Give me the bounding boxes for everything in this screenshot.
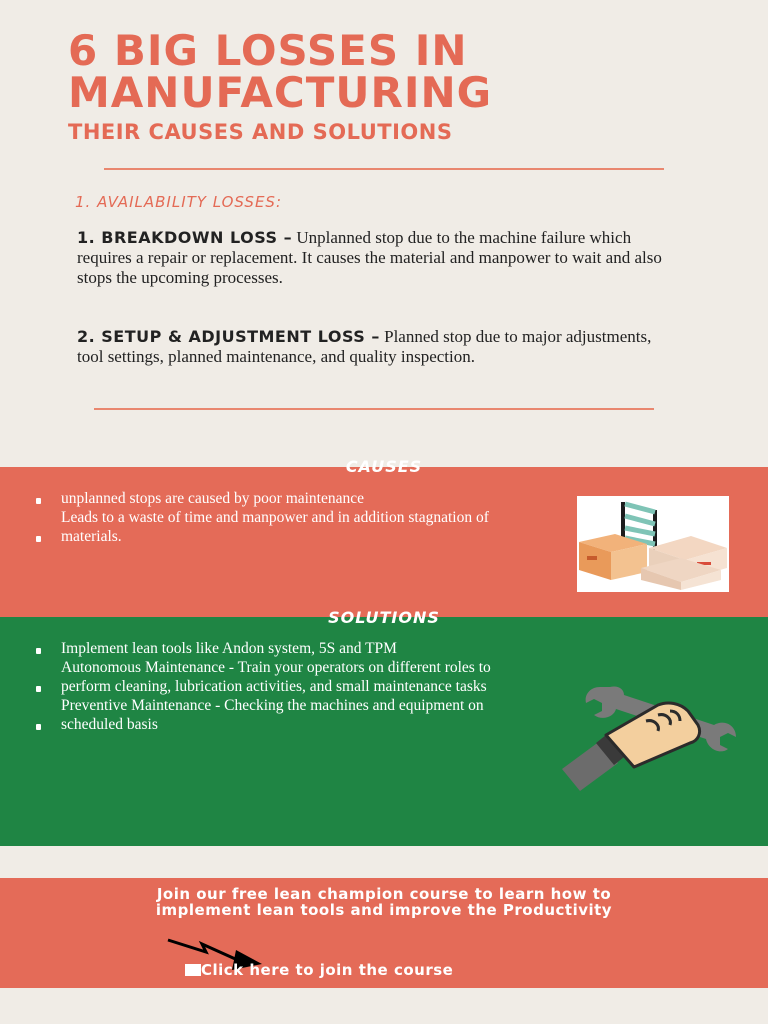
- join-course-label[interactable]: Click here to join the course: [201, 961, 454, 979]
- cta-line-1: Join our free lean champion course to learn how to: [156, 885, 612, 903]
- setup-loss-heading: 2. SETUP & ADJUSTMENT LOSS –: [77, 327, 380, 346]
- hand-wrench-icon: [560, 681, 740, 791]
- cta-band: [0, 878, 768, 988]
- bullet-icon: [36, 536, 41, 542]
- breakdown-loss-text: Unplanned stop due to the machine failure which requires a repair or replacement. It causes the material and manpower to wait and also stops the upcoming processes.: [77, 228, 662, 287]
- solutions-title: SOLUTIONS: [328, 608, 440, 627]
- list-item: Implement lean tools like Andon system, 5S and TPM: [36, 639, 516, 658]
- breakdown-loss-paragraph: [77, 228, 667, 288]
- page-title: [68, 26, 493, 117]
- list-item: unplanned stops are caused by poor maintenance: [36, 489, 516, 508]
- checkbox-icon: [185, 964, 201, 976]
- boxes-and-hand-truck-icon: [577, 496, 729, 592]
- causes-list: [36, 489, 516, 546]
- page-subtitle: THEIR CAUSES AND SOLUTIONS: [68, 120, 453, 144]
- cta-text: [0, 886, 768, 918]
- bullet-icon: [36, 724, 41, 730]
- causes-band: [0, 457, 768, 617]
- causes-title: CAUSES: [345, 457, 423, 476]
- title-line-1: 6 BIG LOSSES IN: [68, 26, 468, 75]
- divider-middle: [94, 408, 654, 410]
- list-item: Leads to a waste of time and manpower and in addition stagnation of materials.: [36, 508, 516, 546]
- cta-line-2: implement lean tools and improve the Productivity: [155, 901, 613, 919]
- divider-top: [104, 168, 664, 170]
- list-item: Autonomous Maintenance - Train your operators on different roles to perform cleaning, lubrication activities, and small maintenance tasks: [36, 658, 516, 696]
- bullet-icon: [36, 648, 41, 654]
- section-label-availability: 1. AVAILABILITY LOSSES:: [75, 193, 282, 211]
- join-course-link[interactable]: [185, 961, 453, 979]
- title-line-2: MANUFACTURING: [68, 68, 493, 117]
- solutions-band: [0, 608, 768, 846]
- setup-loss-paragraph: [77, 327, 667, 367]
- breakdown-loss-heading: 1. BREAKDOWN LOSS –: [77, 228, 293, 247]
- bullet-icon: [36, 686, 41, 692]
- solutions-list: [36, 639, 516, 734]
- setup-loss-text: Planned stop due to major adjustments, tool settings, planned maintenance, and quality inspection.: [77, 327, 652, 366]
- bullet-icon: [36, 498, 41, 504]
- list-item: Preventive Maintenance - Checking the machines and equipment on scheduled basis: [36, 696, 516, 734]
